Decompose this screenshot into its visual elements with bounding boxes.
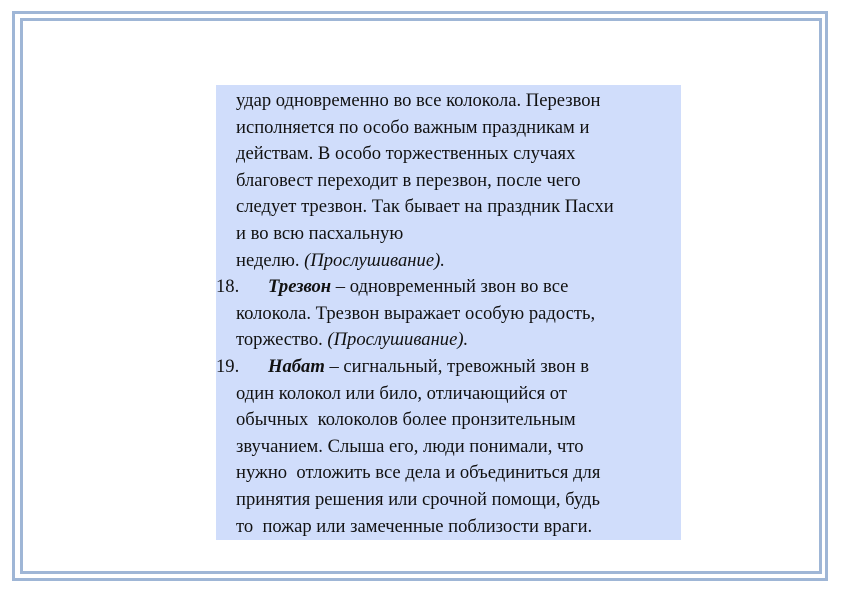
text-line	[216, 514, 681, 541]
text-line	[216, 407, 681, 434]
line-text: и во всю пасхальную	[236, 222, 404, 244]
text-line	[216, 168, 681, 195]
line-text: принятия решения или срочной помощи, будь	[236, 488, 600, 510]
listening-note: (Прослушивание).	[304, 249, 445, 271]
text-line	[216, 434, 681, 461]
text-line	[216, 248, 681, 275]
line-text: колокола. Трезвон выражает особую радость,	[236, 302, 596, 324]
line-text: то пожар или замеченные поблизости враги.	[236, 515, 593, 537]
text-line	[216, 460, 681, 487]
slide-text-block	[216, 85, 681, 540]
text-line	[216, 141, 681, 168]
text-line	[216, 194, 681, 221]
term: Трезвон	[268, 276, 332, 298]
list-item-19	[216, 354, 681, 381]
text-line	[216, 487, 681, 514]
text-line	[216, 327, 681, 354]
listening-note: (Прослушивание).	[327, 329, 469, 351]
definition: – сигнальный, тревожный звон в	[324, 355, 590, 377]
line-text: торжество.	[236, 329, 328, 351]
line-text: звучанием. Слыша его, люди понимали, что	[236, 435, 584, 457]
line-text: следует трезвон. Так бывает на праздник Пасхи	[236, 196, 614, 218]
text-line	[216, 221, 681, 248]
item-number: 19.	[216, 355, 240, 377]
definition: – одновременный звон во все	[331, 276, 569, 298]
line-text: неделю.	[236, 249, 305, 271]
text-line	[216, 88, 681, 115]
line-text: один колокол или било, отличающийся от	[236, 382, 567, 404]
text-line	[216, 115, 681, 142]
text-line	[216, 381, 681, 408]
term: Набат	[268, 355, 325, 377]
line-text: действам. В особо торжественных случаях	[236, 143, 576, 165]
line-text: обычных колоколов более пронзительным	[236, 409, 576, 431]
item-number: 18.	[216, 276, 240, 298]
line-text: благовест переходит в перезвон, после чего	[236, 169, 581, 191]
list-item-18	[216, 274, 681, 301]
text-line	[216, 301, 681, 328]
line-text: исполняется по особо важным праздникам и	[236, 116, 590, 138]
line-text: удар одновременно во все колокола. Перезвон	[236, 90, 601, 111]
line-text: нужно отложить все дела и объединиться для	[236, 462, 601, 484]
